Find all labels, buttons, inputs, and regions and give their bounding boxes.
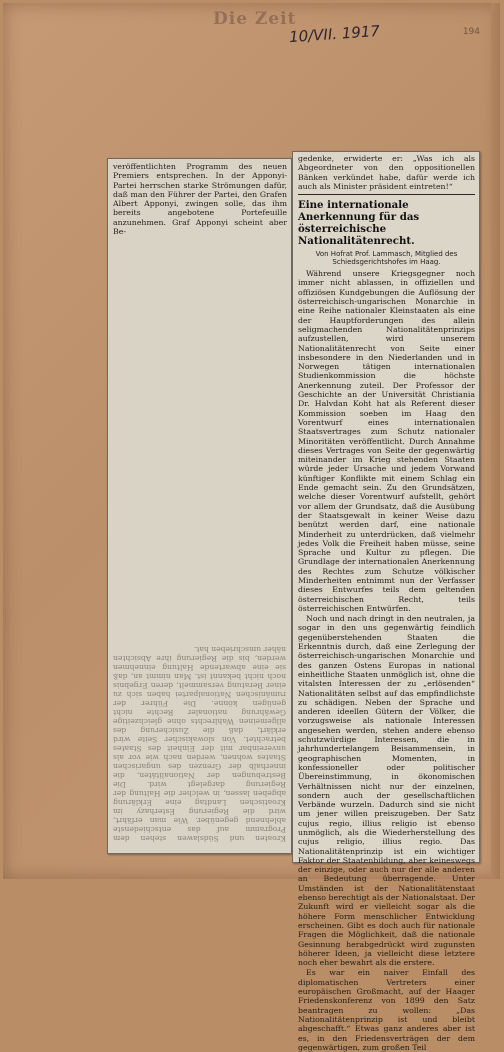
corner-page-note: 194 <box>462 27 480 37</box>
separator-rule <box>298 194 475 195</box>
right-newspaper-clipping <box>292 151 480 1052</box>
scrapbook-page <box>3 3 500 1052</box>
article-paragraph: Noch und nach dringt in den neutralen, ja sogar in den uns gegenwärtig feindlich gegenüberstehenden Staaten die Erkenntnis durch, daß eine Zerlegung der österreichisch-ungarischen Monarchie und des ganzen Ostens Europas in national einheitliche Staaten unmöglich ist, ohne die vitalsten Interessen der zu „erlösenden“ Nationalitäten selbst auf das empfindlichste zu schädigen. Neben der Sprache und anderen ideellen Gütern der Völker, die vorzugsweise als nationale Interessen angesehen werden, stehen andere ebenso schutzwürdige Interessen, die in jahrhundertelangem Beisammensein, in geographischen Momenten, in konfessioneller oder politischer Übereinstimmung, in ökonomischen Verhältnissen nicht nur der einzelnen, sondern auch der gesellschaftlichen Verbände wurzeln. Dadurch sind sie nicht um jener willen preiszugeben. Der Satz cujus regio, illius religio ist ebenso unmöglich, als die Wiederherstellung des cujus religio, illius regio. Das Nationalitätenprinzip ist ein wichtiger Faktor der Staatenbildung, aber keineswegs der einzige, oder auch nur der alle anderen an Bedeutung überragende. Unter Umständen ist der Nationalitätenstaat ebenso berechtigt als der Nationalstaat. Der Zukunft wird er vielleicht sogar als die höhere Form menschlicher Entwicklung erscheinen. Gibt es doch auch für nationale Fragen die Möglichkeit, daß die nationale Gesinnung herabgedrückt wird zugunsten höherer Ideen, ja vielleicht diese letztere noch eher bewahrt als die erstere. <box>298 614 475 968</box>
scrapbook-page-edge <box>491 3 500 879</box>
left-clipping-text-block <box>108 159 291 238</box>
bleed-through-text: Kroaten und Südslawen stehen dem Programm auf das entschiedenste ablehnend gegenüber. Wie man erfährt, wird die Regierung Esterhazy im Kroatischen Landtag eine Erklärung abgeben lassen, in welcher die Haltung der Regierung dargelegt wird. Die Bestrebungen der Nationalitäten, die innerhalb der Grenzen des ungarischen Staates wohnen, werden nach wie vor als unvereinbar mit der Einheit des Staates betrachtet. Von slowakischer Seite wird erklärt, daß die Zusicherung des allgemeinen Wahlrechts ohne gleichzeitige Gewährung nationaler Rechte nicht genügen könne. Die Führer der rumänischen Nationalpartei haben sich zu einer Beratung versammelt, deren Ergebnis noch nicht bekannt ist. Man nimmt an, daß sie eine abwartende Haltung einnehmen werden, bis die Regierung ihre Absichten näher umschrieben hat. <box>113 645 286 843</box>
article-paragraph: Es war ein naiver Einfall des diplomatischen Vertreters einer europäischen Großmacht, auf der Haager Friedenskonferenz von 1899 den Satz beantragen zu wollen: „Das Nationalitätenprinzip ist und bleibt abgeschafft.“ Etwas ganz anderes aber ist es, in den Friedensverträgen der dem gegenwärtigen, zum großen Teil <box>298 968 475 1052</box>
left-clipping-text: veröffentlichten Programm des neuen Premiers entsprechen. In der Apponyi-Partei herrschen starke Strömungen dafür, daß man den Führer der Partei, den Grafen Albert Apponyi, zwingen solle, das ihm bereits angebotene Portefeuille anzunehmen. Graf Apponyi scheint aber Be- <box>113 162 287 237</box>
newspaper-masthead: Die Zeit <box>213 9 297 29</box>
handwritten-date: 10/VII. 1917 <box>288 21 381 47</box>
lead-in-text: gedenke, erwiderte er: „Was ich als Abgeordneter von den oppositionellen Bänken verkündet habe, dafür werde ich auch als Minister präsident eintreten!“ <box>298 154 475 191</box>
article-paragraph: Während unsere Kriegsgegner noch immer nicht ablassen, in offiziellen und offiziösen Kundgebungen die Auflösung der österreichisch-ungarischen Monarchie in eine Reihe nationaler Kleinstaaten als eine der Hauptforderungen des allein seligmachenden Nationalitätenprinzips aufzustellen, wird unserem Nationalitätenrecht von Seite einer insbesondere in den Niederlanden und in Norwegen tätigen internationalen Studienkommission die höchste Anerkennung zuteil. Der Professor der Geschichte an der Universität Christiania Dr. Halvdan Koht hat als Referent dieser Kommission soeben im Haag den Vorentwurf eines internationalen Staatsvertrages zum Schutz nationaler Minoritäten veröffentlicht. Durch Annahme dieses Vertrages von Seite der gegenwärtig miteinander im Krieg stehenden Staaten würde jeder Ursache und jedem Vorwand künftiger Konflikte mit einem Schlag ein Ende gemacht sein. Zu den Grundsätzen, welche dieser Vorentwurf aufstellt, gehört vor allem der Grundsatz, daß die Ausübung der Staatsgewalt in keiner Weise dazu benützt werden darf, eine nationale Minderheit zu unterdrücken, daß vielmehr jedes Volk die Freiheit haben müsse, seine Sprache und Kultur zu pflegen. Die Grundlage der internationalen Anerkennung des Rechtes zum Schutze völkischer Minderheiten entnimmt nun der Verfasser dieses Entwurfes teils dem geltenden österreichischen Recht, teils österreichischen Entwürfen. <box>298 269 475 613</box>
article-byline: Von Hofrat Prof. Lammasch, Mitglied des Schiedsgerichtshofes im Haag. <box>315 250 458 267</box>
article-headline: Eine internationale Anerkennung für das österreichische Nationalitätenrecht. <box>298 199 420 248</box>
reverse-side-bleed-through <box>108 375 291 845</box>
left-newspaper-clipping <box>107 158 292 854</box>
